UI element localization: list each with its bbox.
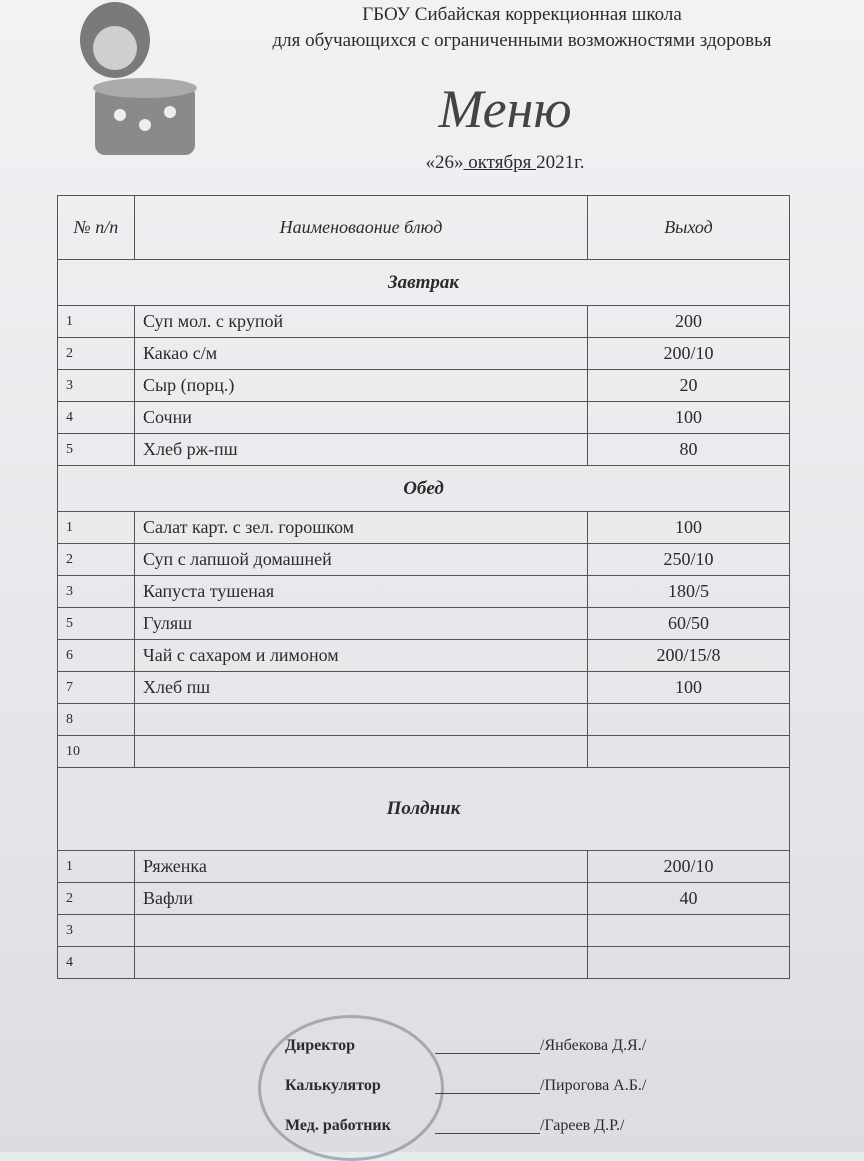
row-number: 4 (58, 947, 135, 979)
dish-output: 100 (588, 402, 790, 434)
dish-output: 200/15/8 (588, 640, 790, 672)
row-number: 10 (58, 736, 135, 768)
dish-name: Ряженка (135, 851, 588, 883)
table-row (58, 544, 790, 576)
dish-name: Суп мол. с крупой (135, 306, 588, 338)
dish-name: Хлеб пш (135, 672, 588, 704)
dish-output (588, 915, 790, 947)
signer-name: /Гареев Д.Р./ (540, 1117, 625, 1134)
dish-output: 180/5 (588, 576, 790, 608)
table-row (58, 704, 790, 736)
school-name: ГБОУ Сибайская коррекционная школа (362, 4, 682, 25)
signer-role: Директор (285, 1037, 355, 1054)
col-dish: Наименоваоние блюд (135, 196, 588, 260)
table-row (58, 947, 790, 979)
row-number: 5 (58, 434, 135, 466)
school-subtitle: для обучающихся с ограниченными возможностями здоровья (272, 30, 772, 51)
dish-output (588, 704, 790, 736)
signature-line (435, 1093, 540, 1094)
row-number: 3 (58, 370, 135, 402)
section-breakfast (58, 260, 790, 306)
col-number: № п/п (58, 196, 135, 260)
signer-role: Мед. работник (285, 1117, 391, 1134)
dish-name: Чай с сахаром и лимоном (135, 640, 588, 672)
row-number: 8 (58, 704, 135, 736)
table-row (58, 402, 790, 434)
menu-table (57, 195, 790, 979)
table-row (58, 736, 790, 768)
menu-date: «26» октября 2021г. (425, 152, 585, 173)
page-title: Меню (438, 79, 572, 139)
table-row (58, 338, 790, 370)
dish-output: 200/10 (588, 338, 790, 370)
section-label: Завтрак (58, 260, 790, 306)
table-row (58, 672, 790, 704)
dish-output: 80 (588, 434, 790, 466)
row-number: 1 (58, 306, 135, 338)
row-number: 4 (58, 402, 135, 434)
table-row (58, 915, 790, 947)
section-snack (58, 768, 790, 851)
table-row (58, 608, 790, 640)
section-label: Обед (58, 466, 790, 512)
dish-output: 20 (588, 370, 790, 402)
signer-name: /Пирогова А.Б./ (540, 1077, 647, 1094)
dish-output: 250/10 (588, 544, 790, 576)
row-number: 1 (58, 851, 135, 883)
dish-output: 100 (588, 672, 790, 704)
table-row (58, 306, 790, 338)
col-output: Выход (588, 196, 790, 260)
table-row (58, 576, 790, 608)
dish-output (588, 736, 790, 768)
dish-name: Хлеб рж-пш (135, 434, 588, 466)
row-number: 2 (58, 883, 135, 915)
row-number: 5 (58, 608, 135, 640)
signature-line (435, 1133, 540, 1134)
row-number: 3 (58, 915, 135, 947)
dish-output: 200 (588, 306, 790, 338)
dish-name (135, 704, 588, 736)
dish-name: Вафли (135, 883, 588, 915)
row-number: 2 (58, 338, 135, 370)
dish-name: Гуляш (135, 608, 588, 640)
row-number: 7 (58, 672, 135, 704)
section-label: Полдник (58, 768, 790, 851)
table-row (58, 434, 790, 466)
dish-name: Салат карт. с зел. горошком (135, 512, 588, 544)
row-number: 3 (58, 576, 135, 608)
dish-output: 200/10 (588, 851, 790, 883)
dish-name: Капуста тушеная (135, 576, 588, 608)
signature-line (435, 1053, 540, 1054)
table-row (58, 640, 790, 672)
dish-output: 100 (588, 512, 790, 544)
dish-name (135, 915, 588, 947)
row-number: 1 (58, 512, 135, 544)
dish-name: Сочни (135, 402, 588, 434)
table-row (58, 370, 790, 402)
signer-name: /Янбекова Д.Я./ (540, 1037, 647, 1054)
dish-output: 60/50 (588, 608, 790, 640)
table-row (58, 512, 790, 544)
dish-name (135, 947, 588, 979)
dish-name: Сыр (порц.) (135, 370, 588, 402)
row-number: 2 (58, 544, 135, 576)
dish-name: Суп с лапшой домашней (135, 544, 588, 576)
signer-role: Калькулятор (285, 1077, 381, 1094)
row-number: 6 (58, 640, 135, 672)
section-lunch (58, 466, 790, 512)
dish-output (588, 947, 790, 979)
dish-output: 40 (588, 883, 790, 915)
dish-name (135, 736, 588, 768)
table-row (58, 851, 790, 883)
dish-name: Какао с/м (135, 338, 588, 370)
table-row (58, 883, 790, 915)
